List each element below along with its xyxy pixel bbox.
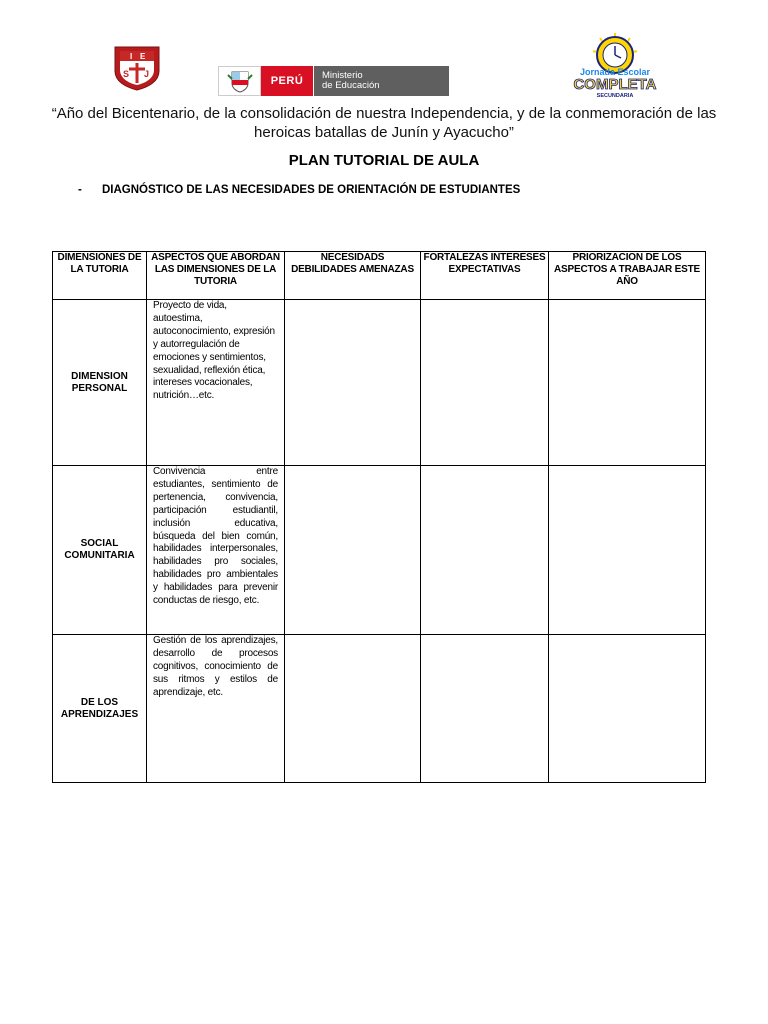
school-shield-logo bbox=[111, 45, 163, 91]
shield-letter-s: S bbox=[123, 69, 130, 79]
cell-priorizacion-social[interactable] bbox=[549, 466, 706, 635]
row-dimension-aprendizajes: DE LOS APRENDIZAJES bbox=[53, 635, 147, 783]
jec-label-line1: Jornada Escolar bbox=[579, 67, 651, 77]
header-necesidades: NECESIDADS DEBILIDADES AMENAZAS bbox=[285, 252, 421, 300]
row-dimension-social: SOCIAL COMUNITARIA bbox=[53, 466, 147, 635]
header-aspectos: ASPECTOS QUE ABORDAN LAS DIMENSIONES DE LA TUTORIA bbox=[147, 252, 285, 300]
table-row bbox=[53, 300, 706, 466]
page-title: PLAN TUTORIAL DE AULA bbox=[288, 152, 480, 169]
peru-coat-of-arms-icon bbox=[218, 66, 261, 96]
cell-fortalezas-social[interactable] bbox=[421, 466, 549, 635]
jec-label-line3: SECUNDARIA bbox=[596, 93, 634, 99]
table-header-row bbox=[53, 252, 706, 300]
shield-letter-j: J bbox=[144, 69, 150, 79]
row-aspects-personal: Proyecto de vida, autoestima, autoconocimiento, expresión y autorregulación de emociones y sentimientos, sexualidad, reflexión ética, intereses vocacionales, nutrición…etc. bbox=[147, 300, 285, 466]
jornada-escolar-completa-logo bbox=[560, 33, 670, 99]
cell-necesidades-personal[interactable] bbox=[285, 300, 421, 466]
ministry-of-education-logo bbox=[218, 66, 449, 96]
row-aspects-aprendizajes: Gestión de los aprendizajes, desarrollo de procesos cognitivos, conocimiento de sus ritmos y estilos de aprendizaje, etc. bbox=[147, 635, 285, 783]
cell-priorizacion-aprendizajes[interactable] bbox=[549, 635, 706, 783]
section-subtitle bbox=[78, 184, 520, 196]
shield-letter-i: I bbox=[130, 52, 133, 61]
cell-fortalezas-aprendizajes[interactable] bbox=[421, 635, 549, 783]
cell-necesidades-social[interactable] bbox=[285, 466, 421, 635]
cell-fortalezas-personal[interactable] bbox=[421, 300, 549, 466]
row-aspects-social: Convivencia entre estudiantes, sentimiento de pertenencia, convivencia, participación estudiantil, inclusión educativa, búsqueda del bien común, habilidades interpersonales, habilidades pro sociales, habilidades pro ambientales y habilidades para prevenir conductas de riesgo, etc. bbox=[147, 466, 285, 635]
table-row bbox=[53, 466, 706, 635]
jec-label-line2: COMPLETA bbox=[573, 76, 657, 93]
ministry-label-line1: Ministerio bbox=[322, 70, 363, 81]
ministry-label-line2: de Educación bbox=[322, 80, 380, 91]
peru-label: PERÚ bbox=[261, 66, 313, 96]
shield-letter-e: E bbox=[140, 52, 146, 61]
year-motto: “Año del Bicentenario, de la consolidación de nuestra Independencia, y de la conmemoración de las heroicas batallas de Junín y Ayacucho” bbox=[51, 105, 717, 141]
header-dimensiones: DIMENSIONES DE LA TUTORIA bbox=[53, 252, 147, 300]
header-priorizacion: PRIORIZACION DE LOS ASPECTOS A TRABAJAR ESTE AÑO bbox=[549, 252, 706, 300]
subtitle-text: DIAGNÓSTICO DE LAS NECESIDADES DE ORIENTACIÓN DE ESTUDIANTES bbox=[102, 184, 521, 196]
cell-priorizacion-personal[interactable] bbox=[549, 300, 706, 466]
cell-necesidades-aprendizajes[interactable] bbox=[285, 635, 421, 783]
subtitle-bullet: - bbox=[78, 184, 82, 196]
ministry-label bbox=[313, 66, 449, 96]
diagnosis-table bbox=[52, 251, 706, 783]
header-fortalezas: FORTALEZAS INTERESES EXPECTATIVAS bbox=[421, 252, 549, 300]
table-row bbox=[53, 635, 706, 783]
row-dimension-personal: DIMENSION PERSONAL bbox=[53, 300, 147, 466]
